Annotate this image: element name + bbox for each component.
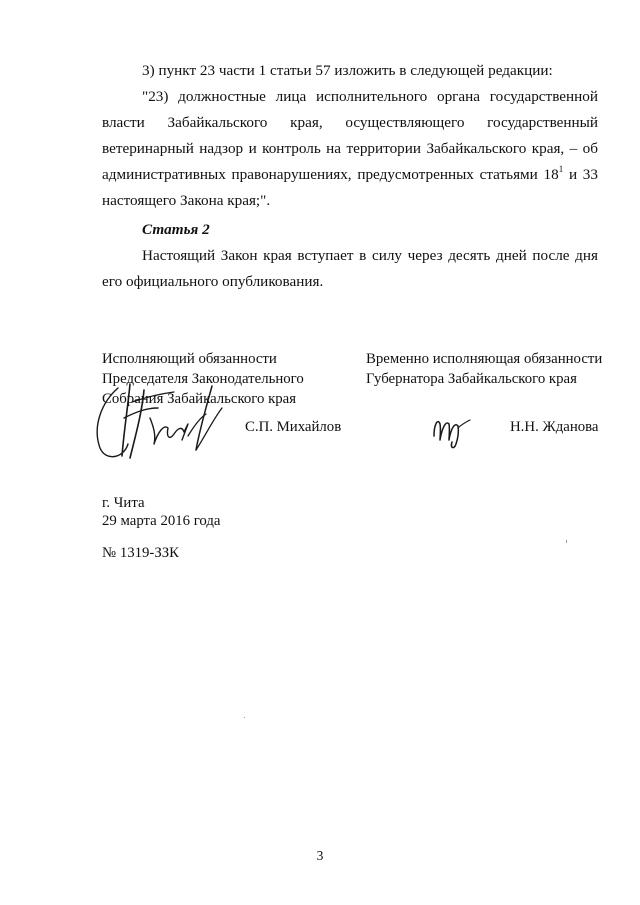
article-2-text: Настоящий Закон края вступает в силу через десять дней после дня его официального опубликования. [102,247,598,290]
handwritten-signature-zhdanova [428,410,478,450]
left-signatory-name: С.П. Михайлов [245,419,342,435]
page-number: 3 [316,848,324,863]
right-signatory-title: Временно исполняющая обязанности Губернатора Забайкальского края [366,351,603,387]
scan-speck [244,717,245,718]
item-3-intro: 3) пункт 23 части 1 статьи 57 изложить в следующей редакции: [142,62,553,79]
left-signatory-title: Исполняющий обязанности Председателя Законодательного Собрания Забайкальского края [102,351,304,407]
item-23-text: "23) должностные лица исполнительного органа государственной власти Забайкальского края, осуществляющего государственный ветеринарный надзор и контроль на территории Забайкальского края, – об административных правонарушениях, предусмотренных статьями $18^1$ и 33 настоящего Закона края;". [102,88,598,209]
date: 29 марта 2016 года [102,513,221,529]
city: г. Чита [102,495,145,511]
scan-speck [566,540,567,543]
superscript: 1 [558,164,564,174]
article-2-title: Статья 2 [142,221,210,238]
handwritten-signature-mikhailov [84,378,234,470]
right-signatory-name: Н.Н. Жданова [510,419,599,435]
law-number: № 1319-ЗЗК [102,545,180,561]
